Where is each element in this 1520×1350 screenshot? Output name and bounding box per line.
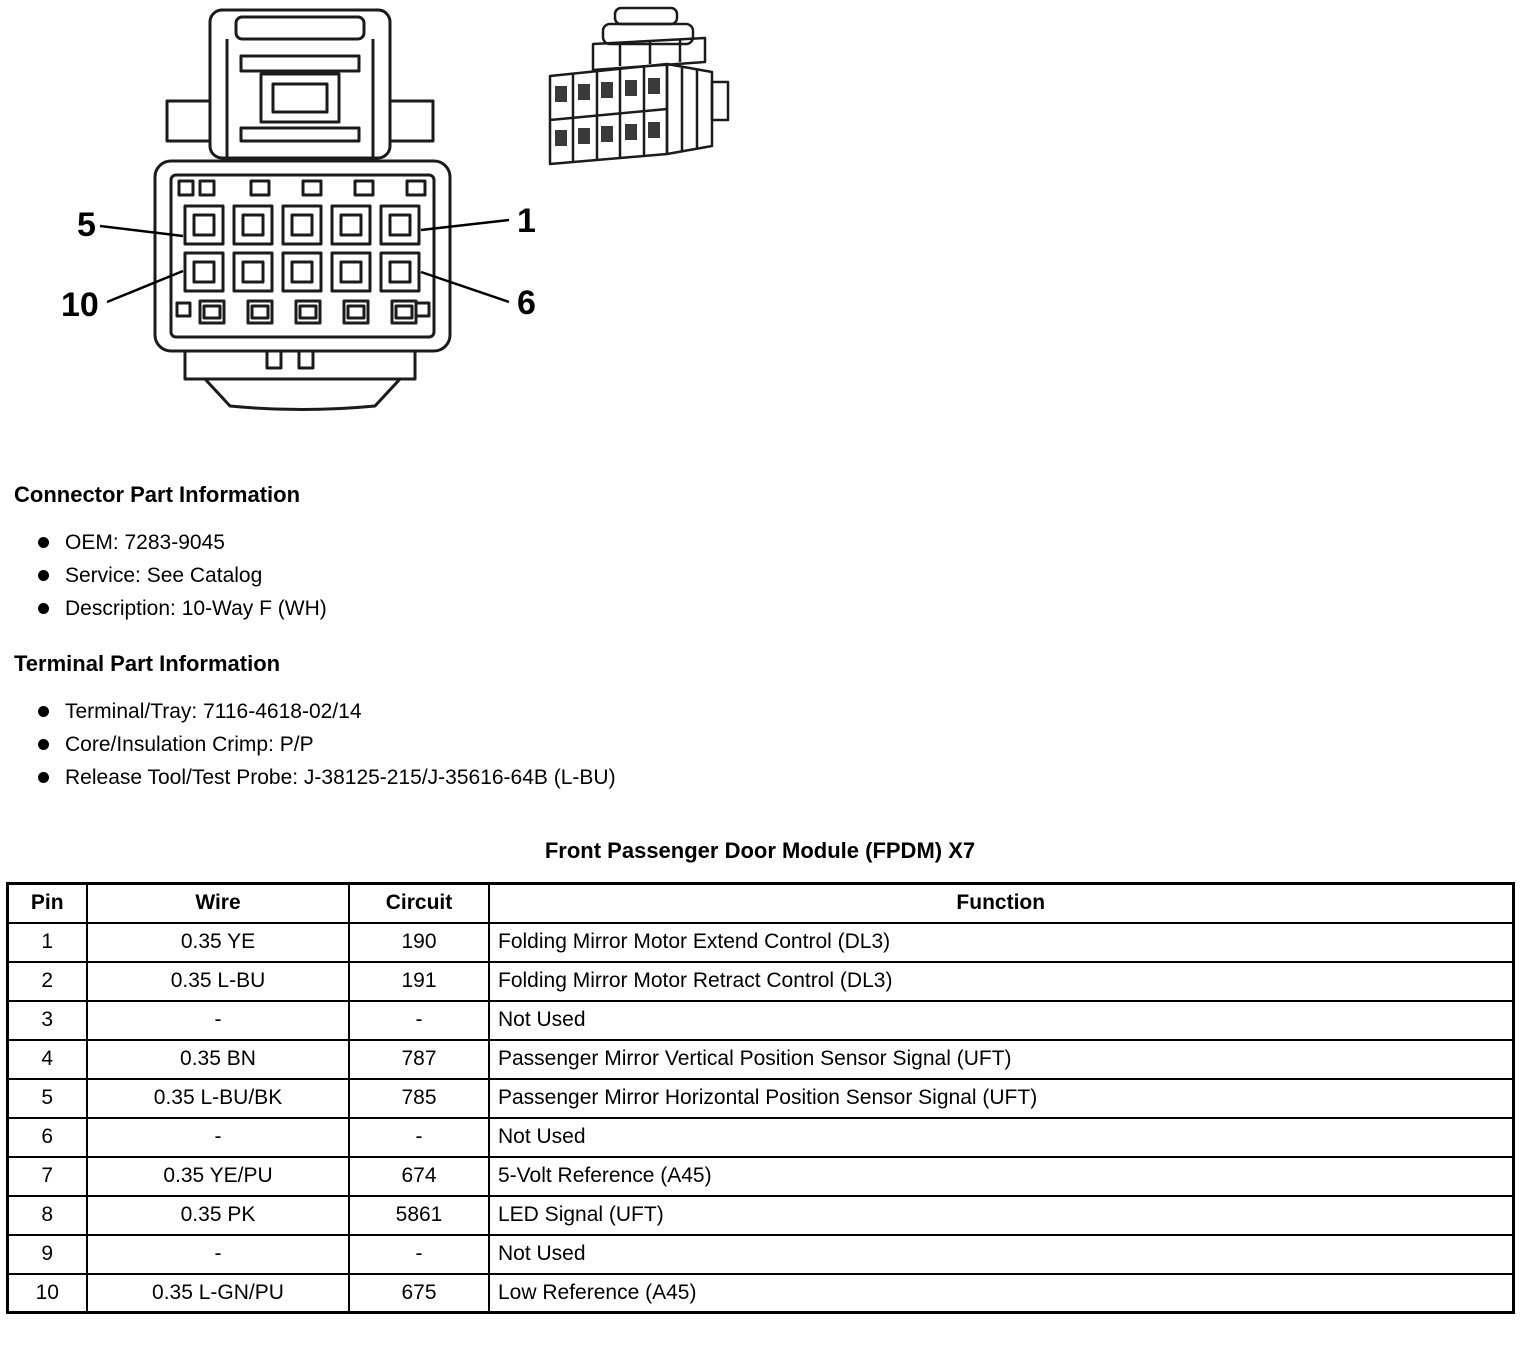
list-item-oem: OEM: 7283-9045: [38, 526, 1520, 559]
callout-pin-10: 10: [61, 286, 99, 324]
pin-cell: 2: [7, 962, 87, 1001]
circuit-cell: 675: [349, 1274, 489, 1313]
function-cell: Not Used: [489, 1235, 1513, 1274]
connector-part-info-list: [0, 526, 1520, 625]
table-row: [7, 1040, 1513, 1079]
function-cell: Folding Mirror Motor Retract Control (DL3): [489, 962, 1513, 1001]
wire-cell: -: [87, 1235, 349, 1274]
circuit-cell: 787: [349, 1040, 489, 1079]
pinout-table: [6, 882, 1515, 1314]
pin-cell: 1: [7, 923, 87, 962]
circuit-cell: -: [349, 1001, 489, 1040]
circuit-cell: 190: [349, 923, 489, 962]
pin-cell: 10: [7, 1274, 87, 1313]
table-header-row: [7, 884, 1513, 923]
circuit-cell: -: [349, 1235, 489, 1274]
connector-diagram: [55, 4, 755, 456]
callout-pin-6: 6: [517, 284, 536, 322]
function-cell: LED Signal (UFT): [489, 1196, 1513, 1235]
connector-part-info-heading: Connector Part Information: [14, 482, 301, 507]
circuit-cell: 5861: [349, 1196, 489, 1235]
wire-cell: -: [87, 1118, 349, 1157]
wire-cell: 0.35 BN: [87, 1040, 349, 1079]
connector-side-view: [550, 8, 728, 164]
connector-front-view: [155, 10, 450, 410]
function-header: Function: [489, 884, 1513, 923]
table-row: [7, 1118, 1513, 1157]
pin-cell: 8: [7, 1196, 87, 1235]
table-row: [7, 1196, 1513, 1235]
function-cell: Not Used: [489, 1001, 1513, 1040]
function-cell: Low Reference (A45): [489, 1274, 1513, 1313]
wire-cell: 0.35 L-BU: [87, 962, 349, 1001]
function-cell: Folding Mirror Motor Extend Control (DL3): [489, 923, 1513, 962]
pin-cell: 6: [7, 1118, 87, 1157]
table-row: [7, 1001, 1513, 1040]
wire-cell: 0.35 YE/PU: [87, 1157, 349, 1196]
pin-header: Pin: [7, 884, 87, 923]
connector-diagram-area: [0, 0, 1520, 458]
circuit-cell: 191: [349, 962, 489, 1001]
list-item-terminal-tray: Terminal/Tray: 7116-4618-02/14: [38, 695, 1520, 728]
pin-cell: 9: [7, 1235, 87, 1274]
table-row: [7, 1235, 1513, 1274]
pin-cell: 7: [7, 1157, 87, 1196]
circuit-cell: 674: [349, 1157, 489, 1196]
wire-cell: 0.35 L-BU/BK: [87, 1079, 349, 1118]
table-row: [7, 923, 1513, 962]
table-row: [7, 1157, 1513, 1196]
wire-header: Wire: [87, 884, 349, 923]
list-item-service: Service: See Catalog: [38, 559, 1520, 592]
terminal-part-info-list: [0, 695, 1520, 794]
list-item-description: Description: 10-Way F (WH): [38, 592, 1520, 625]
pin-cell: 5: [7, 1079, 87, 1118]
circuit-cell: 785: [349, 1079, 489, 1118]
pin-cell: 4: [7, 1040, 87, 1079]
table-row: [7, 1274, 1513, 1313]
function-cell: 5-Volt Reference (A45): [489, 1157, 1513, 1196]
function-cell: Not Used: [489, 1118, 1513, 1157]
table-row: [7, 962, 1513, 1001]
list-item-release-tool: Release Tool/Test Probe: J-38125-215/J-35616-64B (L-BU): [38, 761, 1520, 794]
table-row: [7, 1079, 1513, 1118]
wire-cell: 0.35 L-GN/PU: [87, 1274, 349, 1313]
pin-cell: 3: [7, 1001, 87, 1040]
function-cell: Passenger Mirror Horizontal Position Sensor Signal (UFT): [489, 1079, 1513, 1118]
callout-pin-5: 5: [77, 206, 96, 244]
table-title: Front Passenger Door Module (FPDM) X7: [544, 838, 976, 863]
function-cell: Passenger Mirror Vertical Position Sensor Signal (UFT): [489, 1040, 1513, 1079]
wire-cell: 0.35 YE: [87, 923, 349, 962]
circuit-header: Circuit: [349, 884, 489, 923]
circuit-cell: -: [349, 1118, 489, 1157]
wire-cell: -: [87, 1001, 349, 1040]
list-item-crimp: Core/Insulation Crimp: P/P: [38, 728, 1520, 761]
callout-pin-1: 1: [517, 202, 536, 240]
wire-cell: 0.35 PK: [87, 1196, 349, 1235]
terminal-part-info-heading: Terminal Part Information: [14, 651, 281, 676]
